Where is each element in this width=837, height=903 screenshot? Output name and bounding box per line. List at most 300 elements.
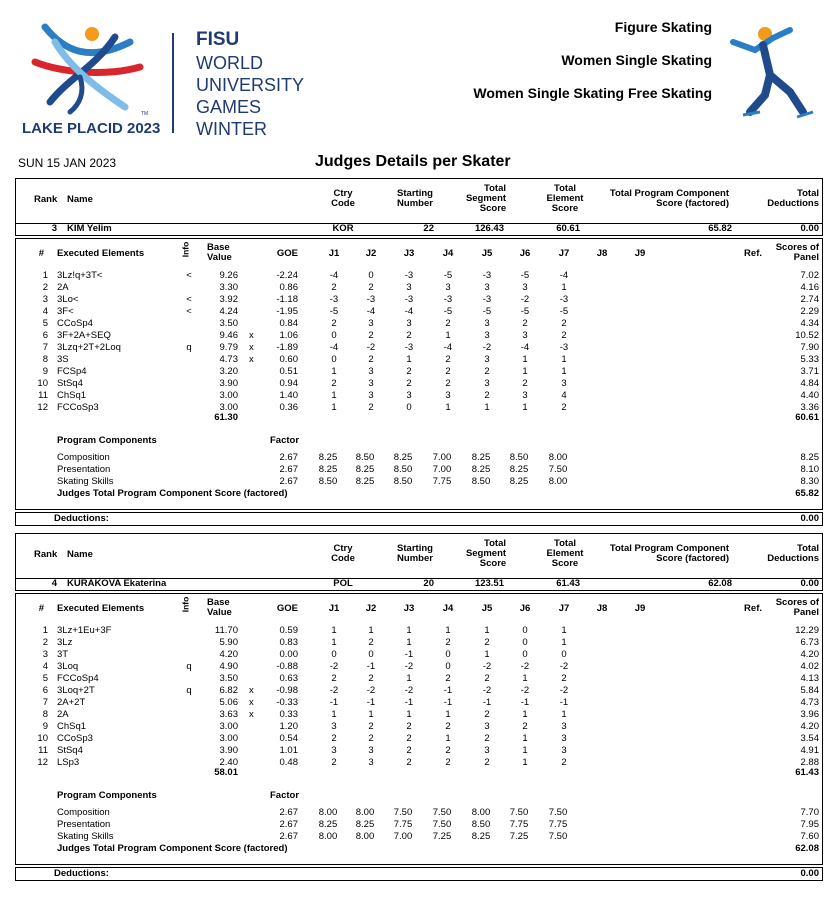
element-judge-2: 1 xyxy=(368,709,374,720)
element-goe: 0.33 xyxy=(279,709,298,720)
element-judge-4: 1 xyxy=(445,330,451,341)
element-judge-4: 2 xyxy=(445,745,451,756)
element-base-value: 4.90 xyxy=(219,661,238,672)
element-judge-3: 3 xyxy=(406,390,412,401)
num-label: # xyxy=(38,248,44,259)
component-judge-3: 7.00 xyxy=(393,831,413,842)
element-judge-2: 3 xyxy=(368,318,374,329)
element-judge-2: 2 xyxy=(368,354,374,365)
skater-nation: POL xyxy=(333,578,353,589)
component-factor: 2.67 xyxy=(279,819,298,830)
element-judge-7: -2 xyxy=(559,661,569,672)
skater-pictogram xyxy=(725,20,815,120)
judge-label-5: J5 xyxy=(481,603,493,614)
component-factor: 2.67 xyxy=(279,831,298,842)
games-line-1: WORLD xyxy=(196,53,263,73)
element-number: 9 xyxy=(42,366,48,377)
element-x-mark: x xyxy=(249,354,254,365)
element-judge-4: -1 xyxy=(443,697,453,708)
element-number: 8 xyxy=(42,709,48,720)
element-judge-5: 2 xyxy=(484,390,490,401)
element-panel-score: 4.20 xyxy=(800,649,819,660)
element-judge-7: 2 xyxy=(561,757,567,768)
component-judge-6: 7.25 xyxy=(509,831,529,842)
deductions-label: Deductions: xyxy=(54,513,109,524)
element-panel-score: 4.84 xyxy=(800,378,819,389)
element-number: 2 xyxy=(42,282,48,293)
goe-label: GOE xyxy=(276,603,298,614)
base-label-2: Value xyxy=(207,252,232,263)
element-panel-score: 4.73 xyxy=(800,697,819,708)
element-judge-1: 2 xyxy=(331,318,337,329)
element-code: 3Lz+1Eu+3F xyxy=(57,625,112,636)
element-judge-3: 1 xyxy=(406,625,412,636)
element-judge-3: 1 xyxy=(406,709,412,720)
element-x-mark: x xyxy=(249,330,254,341)
element-panel-score: 2.88 xyxy=(800,757,819,768)
element-judge-4: 1 xyxy=(445,625,451,636)
element-goe: 0.51 xyxy=(279,366,298,377)
element-goe: -2.24 xyxy=(276,270,298,281)
element-judge-7: 1 xyxy=(561,637,567,648)
component-judge-4: 7.00 xyxy=(432,452,452,463)
element-judge-1: 2 xyxy=(331,757,337,768)
element-judge-3: -1 xyxy=(404,649,414,660)
deductions-box xyxy=(15,867,823,881)
element-judge-6: 1 xyxy=(522,354,528,365)
element-base-value: 3.00 xyxy=(219,390,238,401)
element-panel-score: 4.13 xyxy=(800,673,819,684)
element-judge-7: 3 xyxy=(561,733,567,744)
component-factor: 2.67 xyxy=(279,452,298,463)
element-judge-4: 1 xyxy=(445,402,451,413)
element-goe: 0.86 xyxy=(279,282,298,293)
judge-label-4: J4 xyxy=(442,248,454,259)
element-judge-5: -3 xyxy=(482,294,492,305)
element-judge-7: 3 xyxy=(561,721,567,732)
element-panel-score: 4.16 xyxy=(800,282,819,293)
logo-tm: TM xyxy=(141,111,149,117)
judges-total-pcs-label: Judges Total Program Component Score (factored) xyxy=(57,488,288,499)
element-judge-2: 0 xyxy=(368,270,374,281)
element-base-value: 3.00 xyxy=(219,721,238,732)
element-judge-1: 0 xyxy=(331,354,337,365)
component-judge-4: 7.50 xyxy=(432,807,452,818)
element-judge-5: 3 xyxy=(484,745,490,756)
component-judge-4: 7.75 xyxy=(432,476,452,487)
tes-total: 60.61 xyxy=(795,412,819,423)
element-judge-7: -4 xyxy=(559,270,569,281)
element-base-value: 3.63 xyxy=(219,709,238,720)
element-code: 3Lo< xyxy=(57,294,79,305)
element-judge-6: -2 xyxy=(520,661,530,672)
element-code: 3F+2A+SEQ xyxy=(57,330,111,341)
tss-label-2: Segment xyxy=(465,548,507,559)
judge-label-8: J8 xyxy=(596,248,608,259)
element-number: 1 xyxy=(42,270,48,281)
element-number: 7 xyxy=(42,697,48,708)
element-number: 11 xyxy=(38,745,48,756)
element-judge-3: 0 xyxy=(406,402,412,413)
skater-header-rule xyxy=(15,223,823,224)
ded-label-2: Deductions xyxy=(767,553,819,564)
element-goe: 0.59 xyxy=(279,625,298,636)
element-judge-2: 2 xyxy=(368,637,374,648)
element-code: 3T xyxy=(57,649,69,660)
element-judge-6: 2 xyxy=(522,318,528,329)
element-base-value: 11.70 xyxy=(214,625,238,636)
panel-label-1: Scores of xyxy=(775,597,819,608)
judge-label-2: J2 xyxy=(365,603,377,614)
element-judge-2: 0 xyxy=(368,649,374,660)
element-judge-7: 1 xyxy=(561,709,567,720)
element-judge-5: 1 xyxy=(484,402,490,413)
component-judge-6: 8.25 xyxy=(509,464,529,475)
judge-label-3: J3 xyxy=(403,603,415,614)
element-number: 3 xyxy=(42,294,48,305)
element-goe: -1.95 xyxy=(276,306,298,317)
element-judge-5: 2 xyxy=(484,673,490,684)
element-number: 4 xyxy=(42,661,48,672)
component-judge-4: 7.00 xyxy=(432,464,452,475)
element-goe: 1.01 xyxy=(279,745,298,756)
element-code: 2A+2T xyxy=(57,697,86,708)
element-goe: -1.18 xyxy=(276,294,298,305)
element-number: 6 xyxy=(42,685,48,696)
info-label: Info xyxy=(180,241,191,258)
tss-label-3: Score xyxy=(479,558,507,569)
judge-label-7: J7 xyxy=(558,248,570,259)
element-code: StSq4 xyxy=(57,378,83,389)
element-judge-6: -1 xyxy=(520,697,530,708)
name-label: Name xyxy=(67,549,93,560)
element-judge-4: 3 xyxy=(445,390,451,401)
element-goe: 0.83 xyxy=(279,637,298,648)
element-goe: 0.48 xyxy=(279,757,298,768)
element-judge-1: -2 xyxy=(329,661,339,672)
ctry-label-1: Ctry xyxy=(333,188,353,199)
element-number: 3 xyxy=(42,649,48,660)
element-judge-7: -1 xyxy=(559,697,569,708)
element-base-value: 5.90 xyxy=(219,637,238,648)
element-info: < xyxy=(186,270,192,281)
element-base-value: 3.92 xyxy=(219,294,238,305)
element-judge-6: 2 xyxy=(522,378,528,389)
element-judge-3: 1 xyxy=(406,354,412,365)
element-judge-5: 2 xyxy=(484,709,490,720)
element-judge-4: -4 xyxy=(443,342,453,353)
skater-rank: 4 xyxy=(51,578,57,589)
name-label: Name xyxy=(67,194,93,205)
element-judge-5: 3 xyxy=(484,721,490,732)
tpcs-label-1: Total Program Component xyxy=(609,543,729,554)
element-goe: 0.00 xyxy=(279,649,298,660)
base-label-1: Base xyxy=(207,242,230,253)
tes-label-2: Element xyxy=(546,548,584,559)
element-judge-3: -2 xyxy=(404,685,414,696)
element-judge-3: 2 xyxy=(406,330,412,341)
element-judge-3: -1 xyxy=(404,697,414,708)
judge-label-1: J1 xyxy=(328,603,340,614)
skater-name: KIM Yelim xyxy=(67,223,112,234)
element-judge-6: -2 xyxy=(520,294,530,305)
element-judge-1: 1 xyxy=(331,709,337,720)
element-goe: 0.84 xyxy=(279,318,298,329)
element-code: 3Lz!q+3T< xyxy=(57,270,103,281)
element-number: 8 xyxy=(42,354,48,365)
element-judge-7: 3 xyxy=(561,745,567,756)
element-code: FCSp4 xyxy=(57,366,87,377)
element-judge-6: 3 xyxy=(522,390,528,401)
element-judge-4: -3 xyxy=(443,294,453,305)
component-panel-score: 8.10 xyxy=(800,464,819,475)
element-judge-2: -2 xyxy=(366,342,376,353)
judge-label-5: J5 xyxy=(481,248,493,259)
element-panel-score: 7.90 xyxy=(800,342,819,353)
element-info: q xyxy=(186,685,192,696)
panel-label-1: Scores of xyxy=(775,242,819,253)
element-code: 3S xyxy=(57,354,69,365)
element-code: StSq4 xyxy=(57,745,83,756)
element-judge-2: 2 xyxy=(368,721,374,732)
element-panel-score: 2.74 xyxy=(800,294,819,305)
base-label-2: Value xyxy=(207,607,232,618)
element-judge-3: 2 xyxy=(406,733,412,744)
element-number: 10 xyxy=(37,378,48,389)
element-judge-6: 1 xyxy=(522,366,528,377)
element-goe: -0.98 xyxy=(276,685,298,696)
element-base-value: 3.90 xyxy=(219,745,238,756)
element-panel-score: 4.40 xyxy=(800,390,819,401)
element-judge-5: 2 xyxy=(484,733,490,744)
pcs-total: 65.82 xyxy=(795,488,819,499)
element-judge-1: -4 xyxy=(329,270,339,281)
element-judge-2: 3 xyxy=(368,378,374,389)
component-name: Skating Skills xyxy=(57,476,114,487)
component-judge-4: 7.25 xyxy=(432,831,452,842)
element-goe: -0.88 xyxy=(276,661,298,672)
element-judge-7: 1 xyxy=(561,282,567,293)
element-judge-7: -5 xyxy=(559,306,569,317)
element-base-value: 4.24 xyxy=(219,306,238,317)
element-number: 9 xyxy=(42,721,48,732)
element-judge-4: 2 xyxy=(445,366,451,377)
element-x-mark: x xyxy=(249,709,254,720)
element-number: 11 xyxy=(38,390,48,401)
element-judge-2: -4 xyxy=(366,306,376,317)
skater-tes: 61.43 xyxy=(556,578,580,589)
ref-label: Ref. xyxy=(744,248,762,259)
judge-label-8: J8 xyxy=(596,603,608,614)
ded-label-1: Total xyxy=(797,188,819,199)
element-number: 2 xyxy=(42,637,48,648)
component-judge-5: 8.50 xyxy=(471,819,491,830)
segment-title: Women Single Skating Free Skating xyxy=(473,85,712,101)
element-judge-5: -2 xyxy=(482,685,492,696)
component-judge-2: 8.00 xyxy=(355,807,375,818)
element-base-value: 5.06 xyxy=(219,697,238,708)
tss-label-1: Total xyxy=(484,538,506,549)
element-judge-5: 2 xyxy=(484,637,490,648)
component-name: Presentation xyxy=(57,819,111,830)
elements-label: Executed Elements xyxy=(57,603,145,614)
element-judge-2: 3 xyxy=(368,745,374,756)
element-judge-4: 0 xyxy=(445,649,451,660)
element-code: ChSq1 xyxy=(57,721,87,732)
judge-label-6: J6 xyxy=(519,603,531,614)
element-judge-3: 2 xyxy=(406,721,412,732)
element-base-value: 3.20 xyxy=(219,366,238,377)
element-judge-1: 2 xyxy=(331,378,337,389)
element-judge-2: 1 xyxy=(368,625,374,636)
rank-label: Rank xyxy=(34,549,58,560)
element-judge-1: 1 xyxy=(331,390,337,401)
element-base-value: 3.30 xyxy=(219,282,238,293)
factor-label: Factor xyxy=(270,790,300,801)
component-judge-5: 8.25 xyxy=(471,831,491,842)
element-base-value: 4.73 xyxy=(219,354,238,365)
tes-label-2: Element xyxy=(546,193,584,204)
element-judge-3: 2 xyxy=(406,366,412,377)
element-judge-5: -2 xyxy=(482,342,492,353)
element-judge-6: 1 xyxy=(522,733,528,744)
element-judge-2: 2 xyxy=(368,733,374,744)
element-base-value: 9.46 xyxy=(219,330,238,341)
element-judge-5: 3 xyxy=(484,330,490,341)
element-number: 6 xyxy=(42,330,48,341)
element-goe: 1.06 xyxy=(279,330,298,341)
start-label-1: Starting xyxy=(397,543,433,554)
element-code: FCCoSp3 xyxy=(57,402,99,413)
tpcs-label-2: Score (factored) xyxy=(656,198,729,209)
element-judge-6: 3 xyxy=(522,330,528,341)
element-judge-1: 3 xyxy=(331,745,337,756)
element-code: 2A xyxy=(57,282,69,293)
element-judge-7: 2 xyxy=(561,318,567,329)
component-judge-2: 8.25 xyxy=(355,464,375,475)
element-panel-score: 3.96 xyxy=(800,709,819,720)
element-x-mark: x xyxy=(249,342,254,353)
skater-pcs: 65.82 xyxy=(708,223,732,234)
component-factor: 2.67 xyxy=(279,807,298,818)
base-value-total: 58.01 xyxy=(214,767,238,778)
component-factor: 2.67 xyxy=(279,464,298,475)
factor-label: Factor xyxy=(270,435,300,446)
element-code: 3Loq xyxy=(57,661,79,672)
games-line-2: UNIVERSITY xyxy=(196,75,305,95)
component-judge-2: 8.50 xyxy=(355,452,375,463)
tss-label-3: Score xyxy=(479,203,507,214)
element-judge-4: -5 xyxy=(443,270,453,281)
element-panel-score: 4.34 xyxy=(800,318,819,329)
element-judge-3: -3 xyxy=(404,270,414,281)
element-number: 12 xyxy=(37,402,48,413)
element-info: < xyxy=(186,306,192,317)
element-code: 3Lz xyxy=(57,637,73,648)
tss-label-1: Total xyxy=(484,183,506,194)
program-components-label: Program Components xyxy=(57,790,157,801)
component-judge-7: 8.00 xyxy=(548,452,568,463)
element-code: FCCoSp4 xyxy=(57,673,99,684)
element-judge-1: -4 xyxy=(329,342,339,353)
element-judge-2: -1 xyxy=(366,697,376,708)
element-judge-6: 1 xyxy=(522,709,528,720)
tes-label-3: Score xyxy=(551,203,579,214)
component-name: Composition xyxy=(57,452,110,463)
element-judge-3: -3 xyxy=(404,342,414,353)
element-judge-2: 2 xyxy=(368,673,374,684)
element-judge-2: -3 xyxy=(366,294,376,305)
deductions-total: 0.00 xyxy=(800,513,819,524)
component-judge-5: 8.00 xyxy=(471,807,491,818)
logo-divider xyxy=(172,33,174,133)
component-judge-7: 7.50 xyxy=(548,464,568,475)
component-judge-1: 8.25 xyxy=(318,464,338,475)
element-judge-5: -1 xyxy=(482,697,492,708)
category-title: Women Single Skating xyxy=(561,52,712,68)
element-judge-6: 0 xyxy=(522,649,528,660)
element-info: < xyxy=(186,294,192,305)
base-label-1: Base xyxy=(207,597,230,608)
component-judge-3: 8.25 xyxy=(393,452,413,463)
ref-label: Ref. xyxy=(744,603,762,614)
ded-label-1: Total xyxy=(797,543,819,554)
element-panel-score: 4.91 xyxy=(800,745,819,756)
component-panel-score: 7.60 xyxy=(800,831,819,842)
component-judge-7: 8.00 xyxy=(548,476,568,487)
tpcs-label-1: Total Program Component xyxy=(609,188,729,199)
element-panel-score: 10.52 xyxy=(795,330,819,341)
games-logo xyxy=(20,22,155,117)
element-judge-6: -4 xyxy=(520,342,530,353)
report-title: Judges Details per Skater xyxy=(315,153,511,170)
element-judge-4: 2 xyxy=(445,318,451,329)
element-panel-score: 6.73 xyxy=(800,637,819,648)
element-judge-6: 1 xyxy=(522,673,528,684)
element-base-value: 2.40 xyxy=(219,757,238,768)
fisu-word: FISU xyxy=(196,29,240,50)
element-code: CCoSp4 xyxy=(57,318,93,329)
element-judge-7: -2 xyxy=(559,685,569,696)
element-panel-score: 4.02 xyxy=(800,661,819,672)
element-judge-6: -5 xyxy=(520,270,530,281)
element-judge-7: 2 xyxy=(561,673,567,684)
element-judge-2: -2 xyxy=(366,685,376,696)
element-judge-1: -5 xyxy=(329,306,339,317)
element-panel-score: 7.02 xyxy=(800,270,819,281)
element-judge-5: 3 xyxy=(484,318,490,329)
element-code: 3F< xyxy=(57,306,74,317)
element-x-mark: x xyxy=(249,685,254,696)
element-judge-6: 3 xyxy=(522,282,528,293)
element-number: 12 xyxy=(37,757,48,768)
component-name: Presentation xyxy=(57,464,111,475)
element-judge-7: 2 xyxy=(561,330,567,341)
base-value-total: 61.30 xyxy=(214,412,238,423)
element-judge-1: 1 xyxy=(331,366,337,377)
skater-pcs: 62.08 xyxy=(708,578,732,589)
panel-label-2: Panel xyxy=(793,252,819,263)
judge-label-3: J3 xyxy=(403,248,415,259)
judge-label-7: J7 xyxy=(558,603,570,614)
tpcs-label-2: Score (factored) xyxy=(656,553,729,564)
skater-deductions: 0.00 xyxy=(800,578,819,589)
component-judge-5: 8.50 xyxy=(471,476,491,487)
element-info: q xyxy=(186,661,192,672)
tes-label-3: Score xyxy=(551,558,579,569)
element-judge-1: -1 xyxy=(329,697,339,708)
element-judge-2: 3 xyxy=(368,390,374,401)
